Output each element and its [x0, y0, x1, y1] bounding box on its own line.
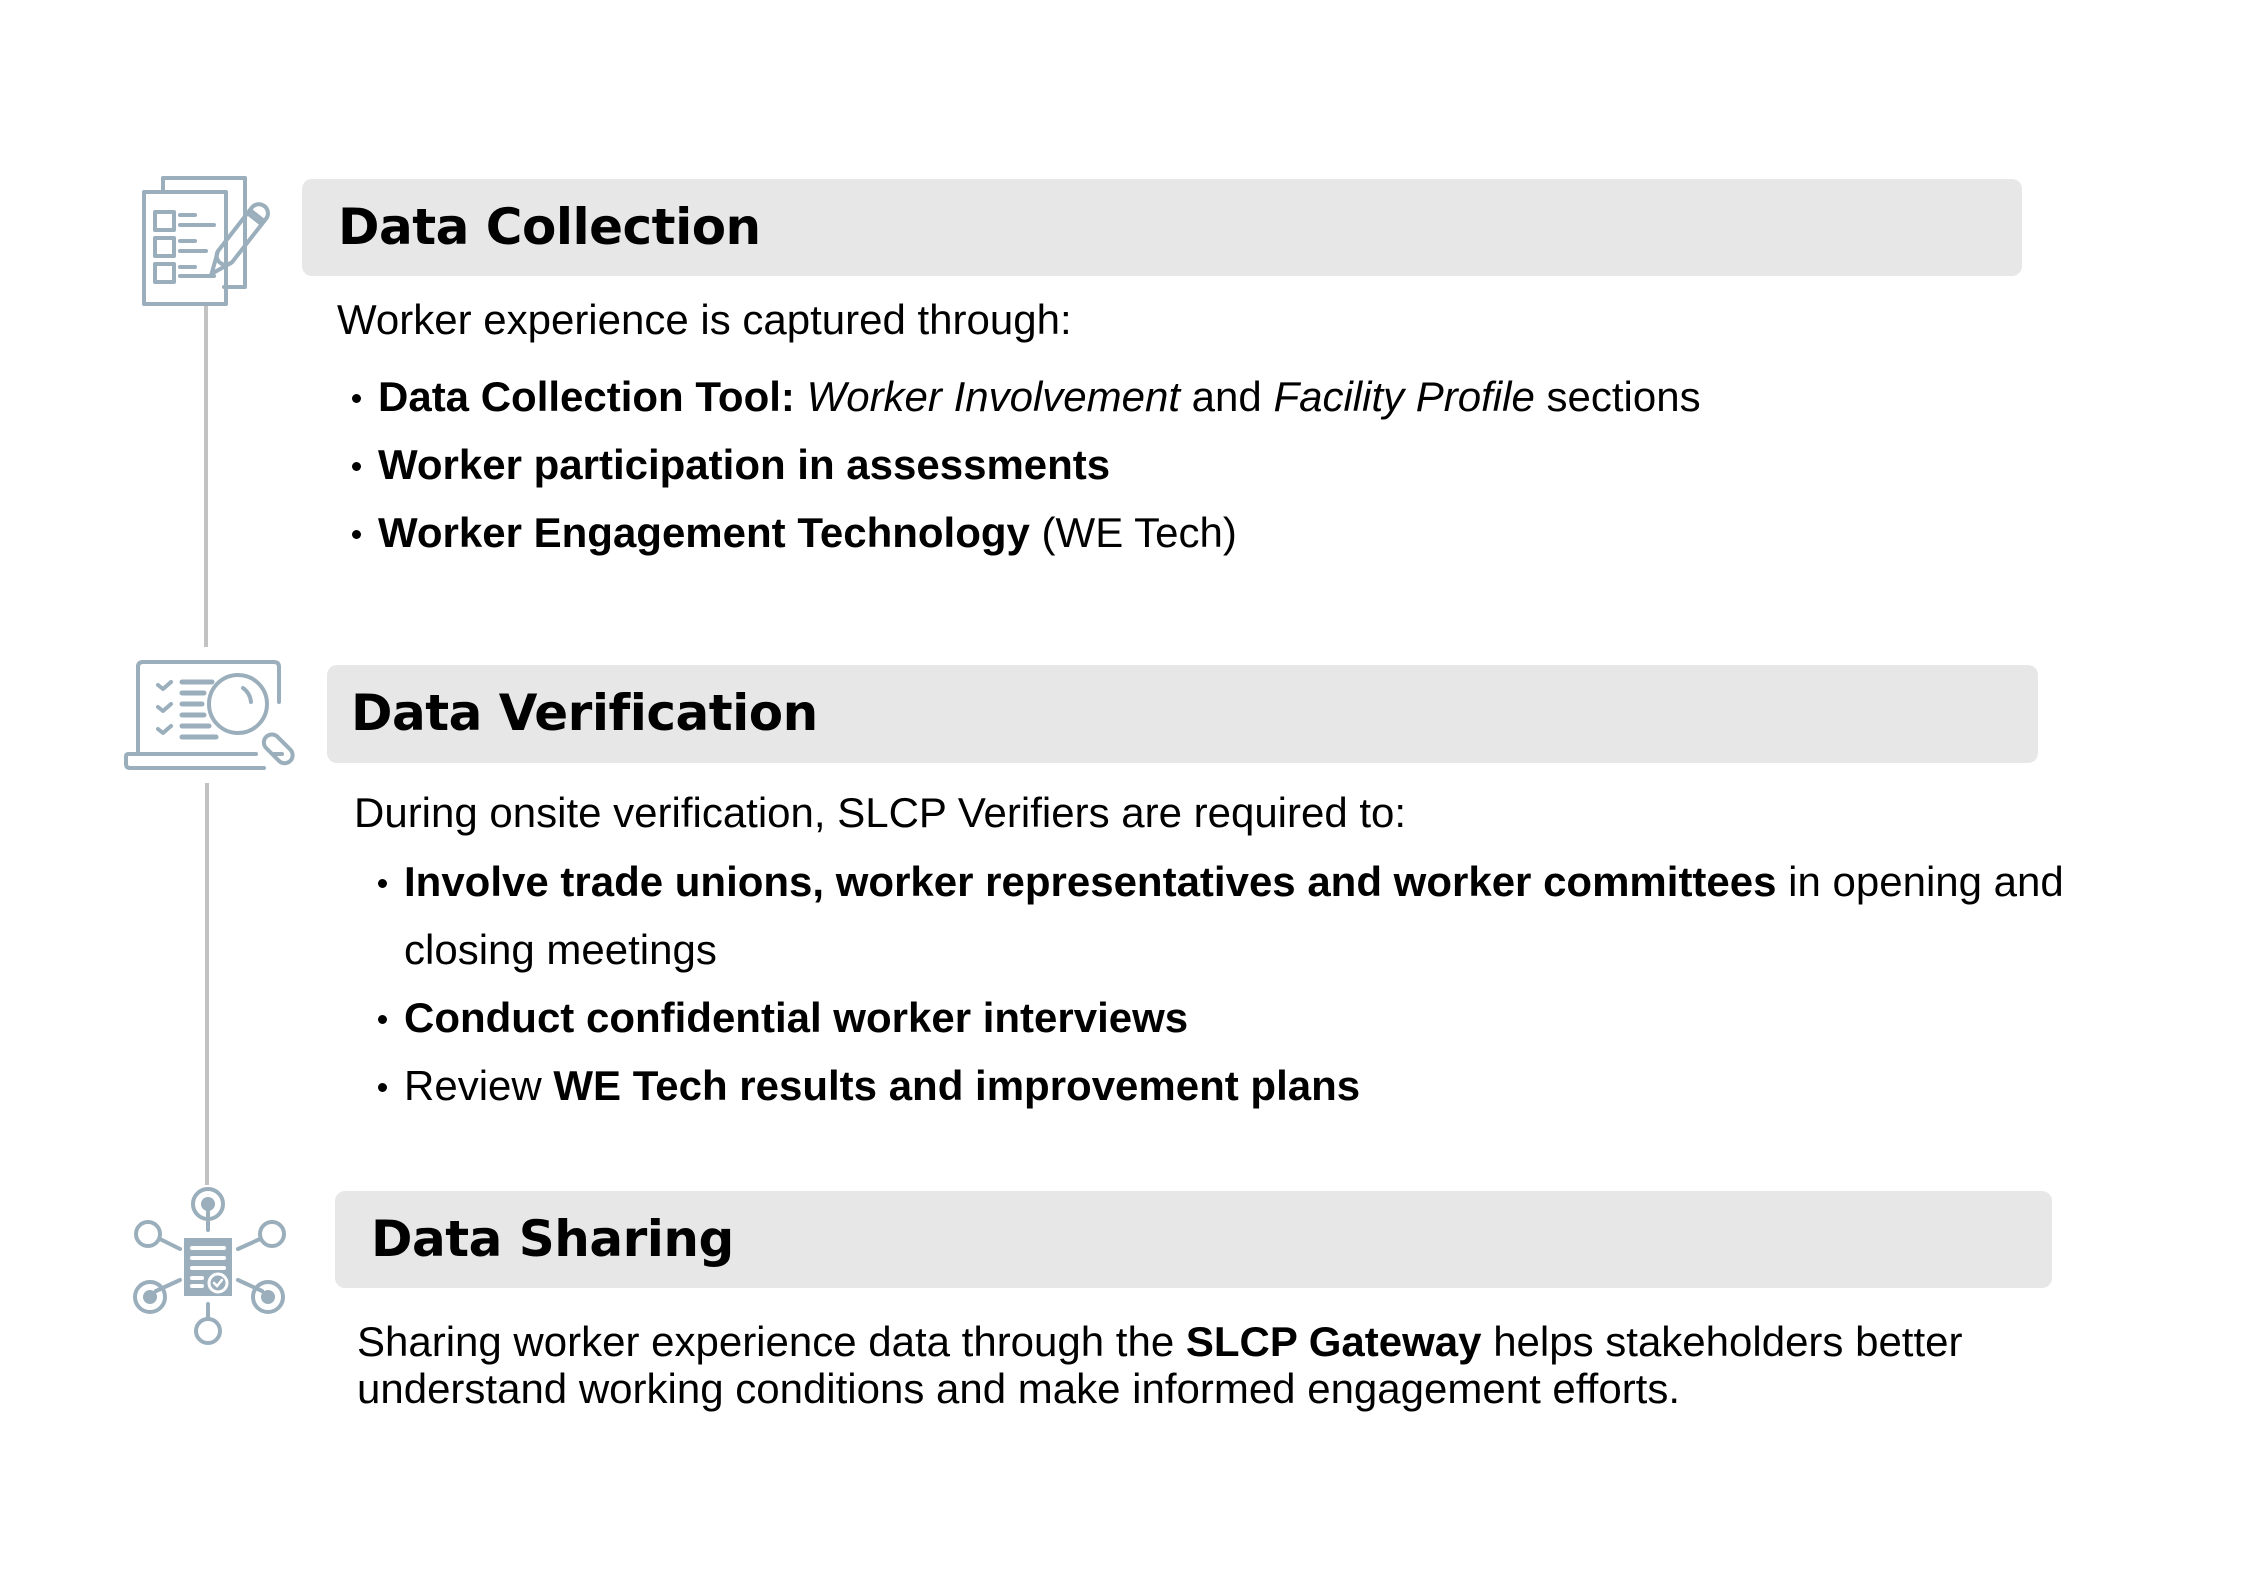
section-title: Data Sharing	[371, 1209, 734, 1268]
section-paragraph: Sharing worker experience data through the SLCP Gateway helps stakeholders better understand working conditions and make informed engagement efforts.	[357, 1318, 1963, 1412]
section-header-data-verification	[327, 665, 2038, 763]
timeline-connector-2	[205, 783, 209, 1185]
network-document-icon	[126, 1185, 290, 1349]
list-item: Conduct confidential worker interviews	[378, 984, 2138, 1052]
list-item: Involve trade unions, worker representatives and worker committees in opening and closing meetings	[378, 848, 2138, 984]
list-item: Data Collection Tool: Worker Involvement and Facility Profile sections	[352, 363, 1701, 431]
list-item: Review WE Tech results and improvement plans	[378, 1052, 2138, 1120]
bullet-list	[378, 848, 2138, 1120]
section-intro: During onsite verification, SLCP Verifiers are required to:	[354, 789, 1407, 836]
list-item: Worker Engagement Technology (WE Tech)	[352, 499, 1701, 567]
checklist-pencil-icon	[140, 175, 270, 309]
section-intro: Worker experience is captured through:	[337, 296, 1072, 343]
section-title: Data Collection	[338, 197, 761, 256]
list-item: Worker participation in assessments	[352, 431, 1701, 499]
timeline-connector-1	[204, 306, 208, 647]
laptop-magnifier-icon	[124, 658, 306, 776]
section-title: Data Verification	[351, 683, 818, 742]
section-header-data-collection	[302, 179, 2022, 276]
bullet-list	[352, 363, 1701, 567]
section-header-data-sharing	[335, 1191, 2052, 1288]
